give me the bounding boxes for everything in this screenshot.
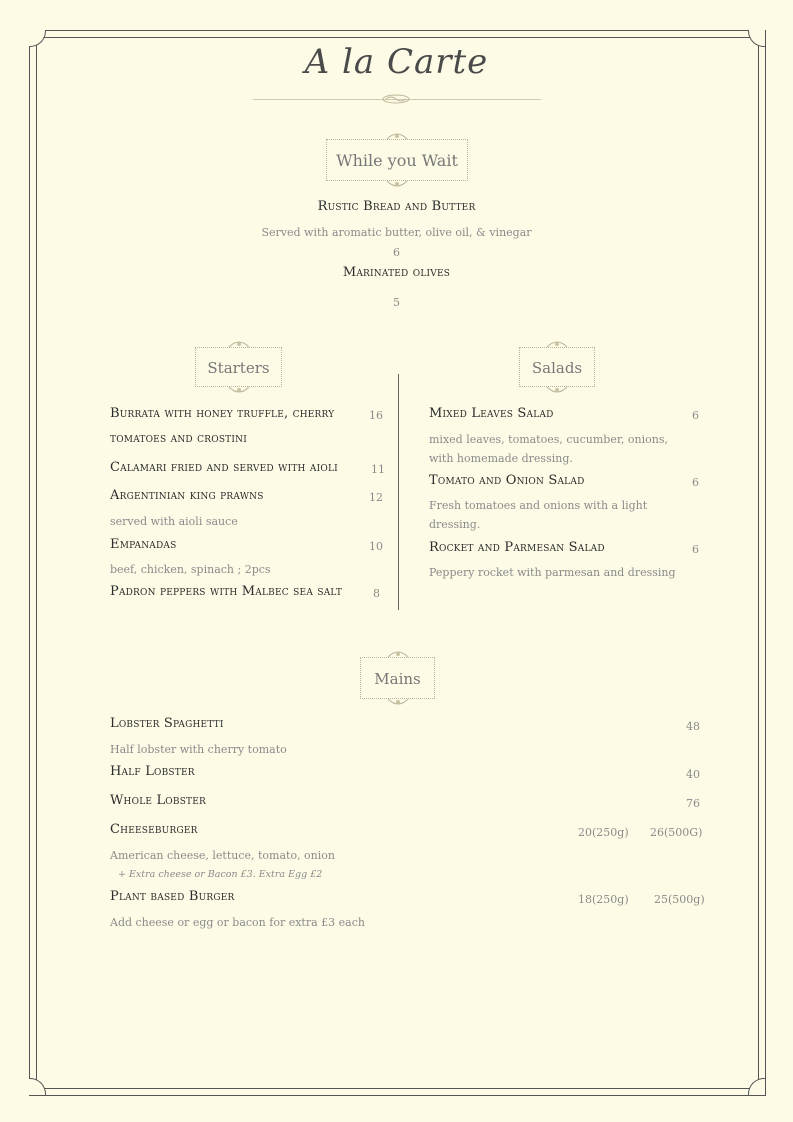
item-price: 12	[369, 491, 383, 504]
section-title: Salads	[531, 359, 583, 377]
item-description: American cheese, lettuce, tomato, onion	[110, 849, 335, 862]
section-heading-wait	[326, 139, 468, 181]
item-price: 8	[373, 587, 380, 600]
item-description: Peppery rocket with parmesan and dressing	[429, 566, 676, 579]
item-description: Fresh tomatoes and onions with a light	[429, 499, 648, 512]
item-price: 18(250g)	[578, 893, 629, 906]
menu-title: A la Carte	[304, 42, 489, 82]
item-description: served with aioli sauce	[110, 515, 238, 528]
item-price: 20(250g)	[578, 826, 629, 839]
flourish-icon	[381, 94, 411, 104]
item-name: Whole Lobster	[110, 793, 207, 808]
item-price: 6	[393, 246, 400, 259]
item-price: 6	[692, 409, 699, 422]
item-description: Add cheese or egg or bacon for extra £3 each	[110, 916, 365, 929]
item-name: Plant based Burger	[110, 889, 235, 904]
item-note: + Extra cheese or Bacon £3. Extra Egg £2	[118, 869, 323, 880]
item-name: Burrata with honey truffle, cherry	[110, 406, 335, 421]
item-price: 11	[371, 463, 385, 476]
item-price: 76	[686, 797, 700, 810]
item-name: Cheeseburger	[110, 822, 198, 837]
section-heading-mains	[360, 657, 435, 699]
item-price: 6	[692, 543, 699, 556]
item-name: Mixed Leaves Salad	[429, 406, 554, 421]
item-name: Marinated olives	[342, 265, 451, 280]
flourish-icon	[545, 340, 569, 348]
section-title: While you Wait	[336, 151, 458, 170]
menu-item	[0, 199, 793, 214]
item-description: mixed leaves, tomatoes, cucumber, onions,	[429, 433, 668, 446]
item-price: 6	[692, 476, 699, 489]
flourish-icon	[227, 340, 251, 348]
section-heading-salads	[519, 347, 595, 387]
item-description: beef, chicken, spinach ; 2pcs	[110, 563, 271, 576]
section-title: Starters	[207, 359, 270, 377]
item-price: 5	[393, 296, 400, 309]
item-name: Half Lobster	[110, 764, 195, 779]
flourish-icon	[386, 650, 410, 658]
item-description: Half lobster with cherry tomato	[110, 743, 287, 756]
item-description: with homemade dressing.	[429, 452, 573, 465]
item-name: Lobster Spaghetti	[110, 716, 224, 731]
flourish-icon	[227, 386, 251, 394]
item-name: Argentinian king prawns	[110, 488, 264, 503]
item-name: Empanadas	[110, 537, 177, 552]
flourish-icon	[385, 132, 409, 140]
item-name: Padron peppers with Malbec sea salt	[110, 584, 343, 599]
section-heading-starters	[195, 347, 282, 387]
item-price: 26(500G)	[650, 826, 703, 839]
item-price: 25(500g)	[654, 893, 705, 906]
item-name: Tomato and Onion Salad	[429, 473, 585, 488]
column-divider	[398, 374, 399, 610]
item-price: 40	[686, 768, 700, 781]
item-description: Served with aromatic butter, olive oil, & vinegar	[261, 226, 532, 239]
item-name: tomatoes and crostini	[110, 431, 247, 446]
item-description: dressing.	[429, 518, 481, 531]
section-title: Mains	[374, 670, 421, 688]
item-price: 48	[686, 720, 700, 733]
item-price: 10	[369, 540, 383, 553]
item-price: 16	[369, 409, 383, 422]
menu-item	[0, 265, 793, 280]
flourish-icon	[385, 180, 409, 188]
item-name: Rustic Bread and Butter	[317, 199, 476, 214]
flourish-icon	[545, 386, 569, 394]
flourish-icon	[386, 698, 410, 706]
item-name: Rocket and Parmesan Salad	[429, 540, 605, 555]
item-name: Calamari fried and served with aioli	[110, 460, 338, 475]
